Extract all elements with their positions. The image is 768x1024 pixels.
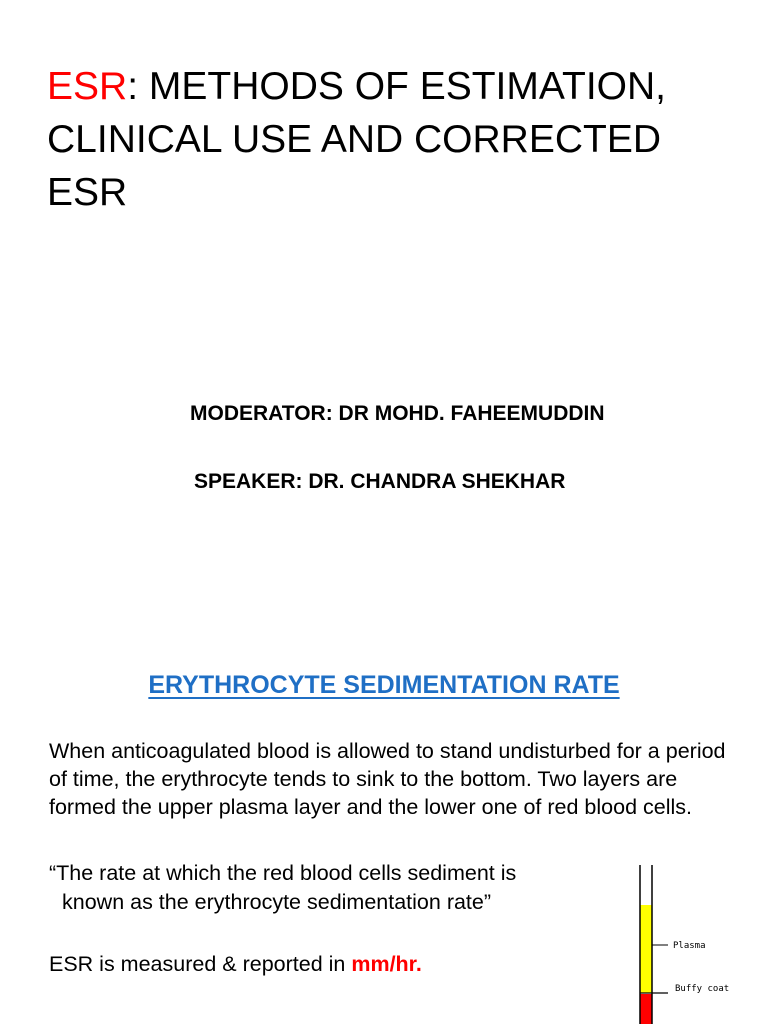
esr-tube-diagram bbox=[0, 640, 768, 1024]
moderator-line: MODERATOR: DR MOHD. FAHEEMUDDIN bbox=[190, 402, 605, 425]
title-rest: : METHODS OF ESTIMATION, CLINICAL USE AND CORRECTED ESR bbox=[47, 65, 666, 214]
tube-rbc-layer bbox=[640, 994, 652, 1024]
definition-slide bbox=[0, 640, 768, 1024]
quote-line-2: known as the erythrocyte sedimentation rate” bbox=[62, 890, 492, 914]
title-highlight: ESR bbox=[47, 65, 128, 108]
speaker-line: SPEAKER: DR. CHANDRA SHEKHAR bbox=[194, 470, 566, 493]
intro-paragraph: When anticoagulated blood is allowed to stand undisturbed for a period of time, the erythrocyte tends to sink to the bottom. Two layers are formed the upper plasma layer and the lower one of red blood cells. bbox=[49, 739, 726, 819]
quote-line-1: “The rate at which the red blood cells sediment is bbox=[49, 861, 517, 885]
buffy-coat-label: Buffy coat bbox=[675, 984, 730, 994]
plasma-label: Plasma bbox=[673, 941, 706, 951]
tube-plasma-layer bbox=[640, 905, 652, 993]
measured-prefix: ESR is measured & reported in bbox=[49, 952, 352, 976]
slide-title bbox=[47, 60, 747, 219]
section-heading: ERYTHROCYTE SEDIMENTATION RATE bbox=[148, 671, 620, 699]
unit-label: mm/hr. bbox=[351, 952, 422, 976]
